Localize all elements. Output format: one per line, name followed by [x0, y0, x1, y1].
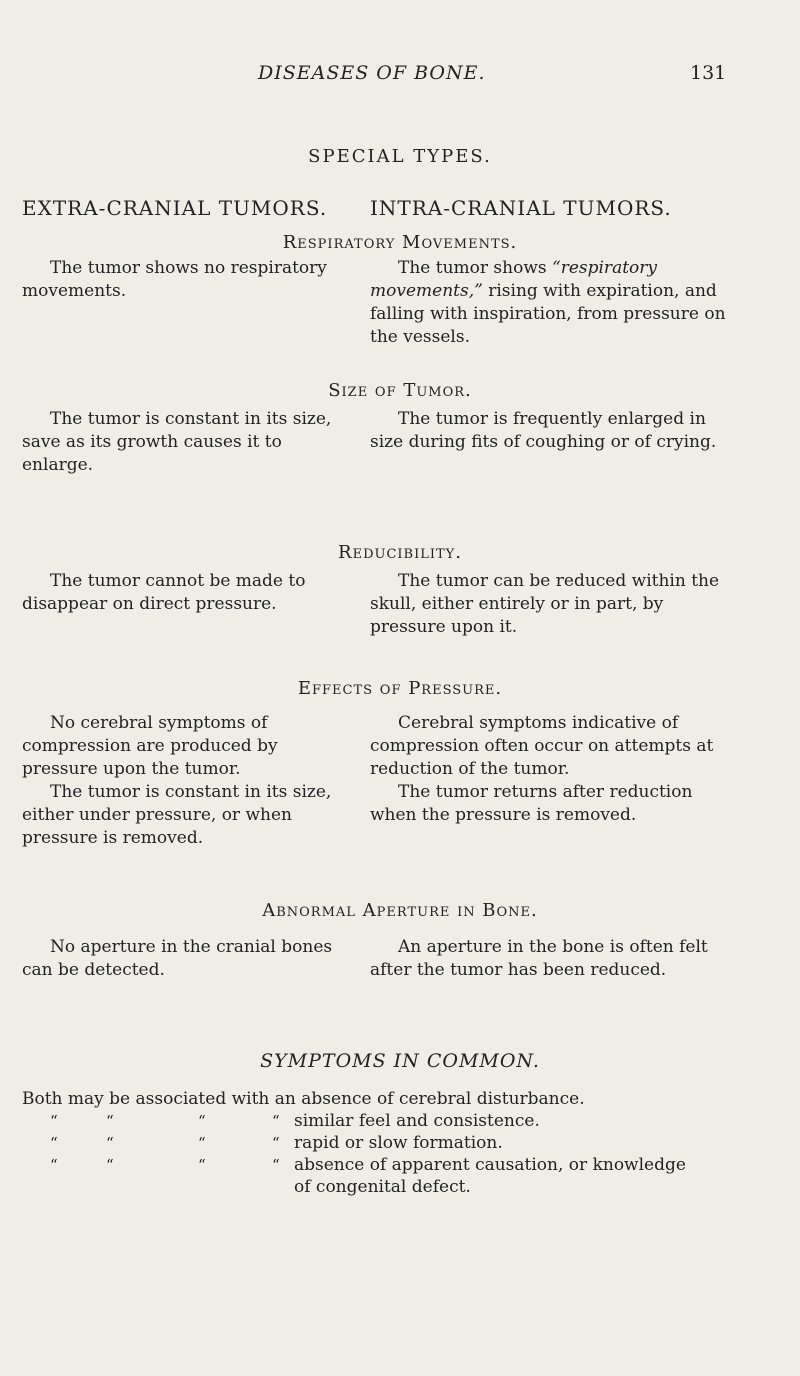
ditto-mark: “ [198, 1112, 206, 1130]
list-item [22, 1110, 752, 1132]
ditto-mark: “ [272, 1156, 280, 1174]
intra-cranial-heading: INTRA-CRANIAL TUMORS. [370, 196, 672, 220]
list-item [22, 1132, 752, 1154]
size-intra-text [370, 408, 726, 454]
section-heading-size: Size of Tumor. [328, 380, 472, 401]
paragraph: The tumor shows no respiratory movements. [22, 258, 327, 301]
extra-cranial-heading: EXTRA-CRANIAL TUMORS. [22, 196, 328, 220]
symptoms-in-common-list [22, 1088, 752, 1198]
text-run: rising with expiration, and falling with inspiration, from pressure on the vessels. [370, 281, 726, 347]
common-line: absence of apparent causation, or knowledge [294, 1155, 686, 1175]
paragraph: The tumor can be reduced within the skull, either entirely or in part, by pressure upon it. [370, 571, 720, 637]
ditto-mark: “ [198, 1134, 206, 1152]
section-heading-respiratory: Respiratory Movements. [282, 232, 518, 253]
emphasis-respiratory-movements: “respiratory movements,” [370, 258, 657, 301]
paragraph [370, 257, 726, 349]
ditto-mark: “ [50, 1112, 58, 1130]
paragraph: No cerebral symptoms of compression are produced by pressure upon the tumor. [22, 713, 278, 779]
paragraph: The tumor is constant in its size, save as its growth causes it to enlarge. [22, 409, 332, 475]
paragraph: The tumor is frequently enlarged in size during fits of coughing or of crying. [370, 409, 717, 452]
common-line: Both may be associated with an absence of cerebral disturbance. [22, 1089, 585, 1109]
pressure-extra-text [22, 712, 342, 850]
aperture-intra-text [370, 936, 726, 982]
reducibility-intra-text [370, 570, 726, 639]
common-line: similar feel and consistence. [294, 1111, 540, 1131]
paragraph: An aperture in the bone is often felt after the tumor has been reduced. [370, 937, 708, 980]
symptoms-in-common-title: SYMPTOMS IN COMMON. [260, 1050, 540, 1072]
ditto-mark: “ [106, 1112, 114, 1130]
text-run: The tumor shows [398, 258, 553, 278]
ditto-mark: “ [272, 1134, 280, 1152]
ditto-mark: “ [198, 1156, 206, 1174]
running-header [0, 62, 800, 90]
running-title: DISEASES OF BONE. [258, 62, 486, 84]
ditto-mark: “ [106, 1156, 114, 1174]
ditto-mark: “ [106, 1134, 114, 1152]
paragraph: The tumor cannot be made to disappear on direct pressure. [22, 571, 306, 614]
ditto-mark: “ [50, 1156, 58, 1174]
page-number: 131 [690, 62, 727, 84]
section-heading-reducibility: Reducibility. [338, 542, 462, 563]
common-line: rapid or slow formation. [294, 1133, 503, 1153]
common-line: of congenital defect. [294, 1177, 471, 1197]
paragraph: No aperture in the cranial bones can be detected. [22, 937, 333, 980]
list-item [22, 1088, 752, 1110]
ditto-mark: “ [50, 1134, 58, 1152]
paragraph: Cerebral symptoms indicative of compression often occur on attempts at reduction of the tumor. [370, 713, 714, 779]
pressure-intra-text [370, 712, 726, 827]
section-heading-aperture: Abnormal Aperture in Bone. [262, 900, 538, 921]
section-heading-pressure: Effects of Pressure. [297, 678, 503, 699]
aperture-extra-text [22, 936, 342, 982]
paragraph: The tumor is constant in its size, either under pressure, or when pressure is removed. [22, 782, 332, 848]
respiratory-intra-text [370, 257, 726, 349]
ditto-mark: “ [272, 1112, 280, 1130]
special-types-heading: SPECIAL TYPES. [308, 146, 492, 167]
paragraph: The tumor returns after reduction when the pressure is removed. [370, 782, 693, 825]
respiratory-extra-text [22, 257, 342, 303]
list-item [22, 1154, 752, 1176]
size-extra-text [22, 408, 342, 477]
list-item [22, 1176, 752, 1198]
reducibility-extra-text [22, 570, 342, 616]
